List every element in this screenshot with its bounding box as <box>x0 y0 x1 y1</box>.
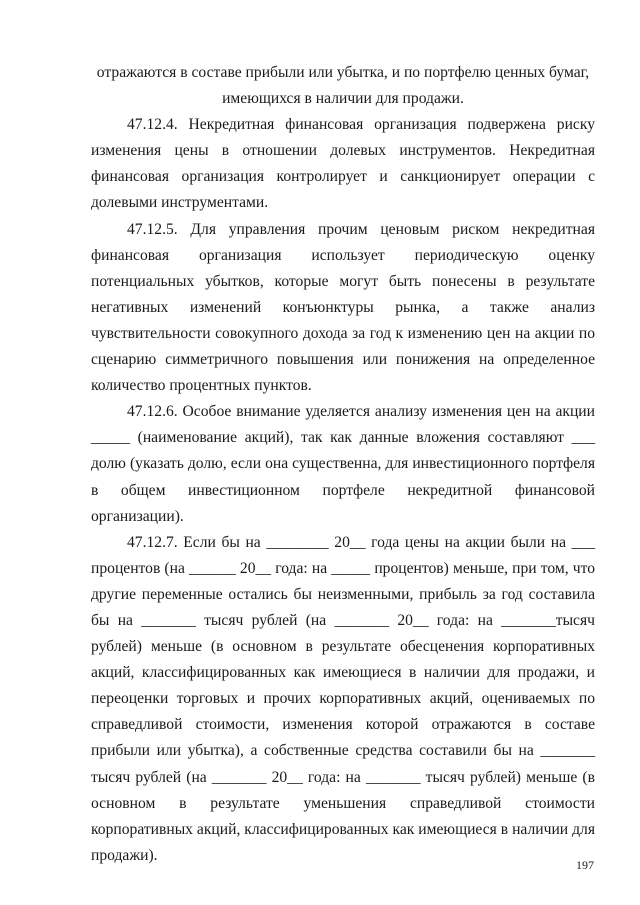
document-body <box>91 60 595 869</box>
paragraph-continuation: отражаются в составе прибыли или убытка, и по портфелю ценных бумаг, имеющихся в наличии для продажи. <box>96 64 590 108</box>
paragraph-47-12-7: 47.12.7. Если бы на ________ 20__ года цены на акции были на ___ процентов (на ______ 20__ года: на _____ процентов) меньше, при том, что другие переменные остались бы неизменными, прибыль за год составила бы на _______ тысяч рублей (на _______ 20__ года: на _______тысяч рублей) меньше (в основном в результате обесценения корпоративных акций, классифицированных как имеющиеся в наличии для продажи, и переоценки торговых и прочих корпоративных акций, оцениваемых по справедливой стоимости, изменения которой отражаются в составе прибыли или убытка), а собственные средства составили бы на _______ тысяч рублей (на _______ 20__ года: на _______ тысяч рублей) меньше (в основном в результате уменьшения справедливой стоимости корпоративных акций, классифицированных как имеющиеся в наличии для продажи). <box>91 533 595 864</box>
paragraph-47-12-5: 47.12.5. Для управления прочим ценовым риском некредитная финансовая организация использует периодическую оценку потенциальных убытков, которые могут быть понесены в результате негативных изменений конъюнктуры рынка, а также анализ чувствительности совокупного дохода за год к изменению цен на акции по сценарию симметричного повышения или понижения на определенное количество процентных пунктов. <box>91 220 595 395</box>
page-number: 197 <box>576 858 594 872</box>
paragraph-47-12-4: 47.12.4. Некредитная финансовая организация подвержена риску изменения цены в отношении долевых инструментов. Некредитная финансовая организация контролирует и санкционирует операции с долевыми инструментами. <box>91 116 595 212</box>
paragraph-47-12-6: 47.12.6. Особое внимание уделяется анализу изменения цен на акции _____ (наименование акций), так как данные вложения составляют ___ долю (указать долю, если она существенна, для инвестиционного портфеля в общем инвестиционном портфеле некредитной финансовой организации). <box>91 403 595 525</box>
